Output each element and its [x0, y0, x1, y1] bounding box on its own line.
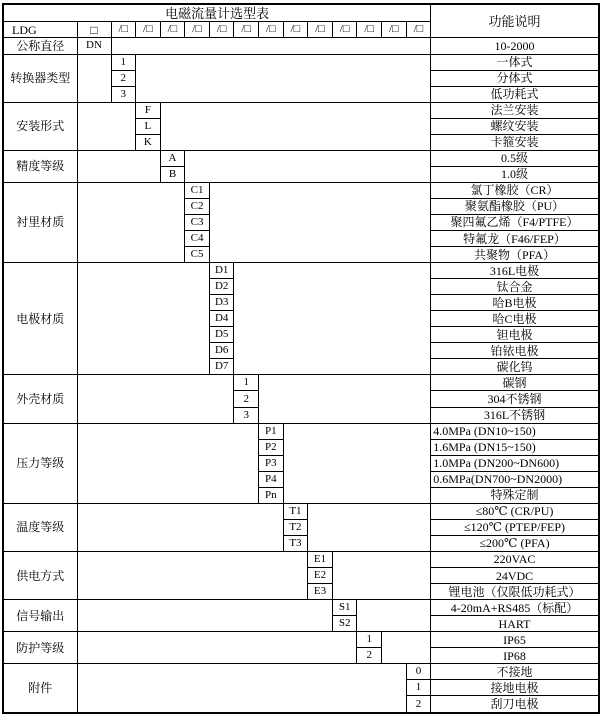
code-cell: P3	[259, 455, 284, 471]
code-cell: 3	[234, 407, 259, 423]
model-slot-cell: /□	[136, 22, 161, 38]
function-desc-cell: 4-20mA+RS485（标配）	[431, 600, 599, 616]
function-desc-cell: 氯丁橡胶（CR）	[431, 182, 599, 198]
function-desc-cell: 316L电极	[431, 263, 599, 279]
code-cell: P1	[259, 423, 284, 439]
function-desc-cell: IP65	[431, 632, 599, 648]
function-desc-cell: ≤80℃ (CR/PU)	[431, 503, 599, 519]
model-slot-cell: /□	[209, 22, 234, 38]
spacer-cell	[332, 551, 430, 599]
selection-table	[2, 3, 600, 714]
model-slot-cell: /□	[160, 22, 185, 38]
function-desc-cell: IP68	[431, 648, 599, 664]
code-cell: 1	[111, 54, 136, 70]
function-desc-cell: ≤120℃ (PTEP/FEP)	[431, 519, 599, 535]
function-desc-cell: 刮刀电极	[431, 696, 599, 713]
code-cell: T2	[283, 519, 308, 535]
code-cell: 1	[406, 680, 431, 696]
category-label: 转换器类型	[3, 54, 77, 102]
function-desc-cell: 钽电极	[431, 327, 599, 343]
function-desc-cell: 0.6MPa(DN700~DN2000)	[431, 471, 599, 487]
spacer-cell	[136, 54, 431, 102]
spacer-cell	[77, 600, 332, 632]
spacer-cell	[185, 150, 431, 182]
model-slot-cell: /□	[185, 22, 210, 38]
function-desc-cell: 304不锈钢	[431, 391, 599, 407]
spacer-cell	[160, 102, 431, 150]
model-slot-cell: /□	[332, 22, 357, 38]
code-cell: T3	[283, 535, 308, 551]
code-cell: 2	[111, 70, 136, 86]
category-label: 压力等级	[3, 423, 77, 503]
code-cell: 2	[357, 648, 382, 664]
code-cell: A	[160, 150, 185, 166]
function-desc-cell: 聚四氟乙烯（F4/PTFE）	[431, 214, 599, 230]
model-prefix-cell: LDG	[3, 22, 77, 38]
function-desc-cell: 0.5级	[431, 150, 599, 166]
code-cell: C1	[185, 182, 210, 198]
function-desc-cell: 共聚物（PFA）	[431, 247, 599, 263]
code-cell: T1	[283, 503, 308, 519]
function-desc-cell: 接地电极	[431, 680, 599, 696]
category-label: 外壳材质	[3, 375, 77, 423]
model-slot-cell: /□	[111, 22, 136, 38]
code-cell: 0	[406, 664, 431, 680]
spacer-cell	[357, 600, 431, 632]
spacer-cell	[259, 375, 431, 423]
spacer-cell	[77, 54, 111, 102]
code-cell: D1	[209, 263, 234, 279]
category-label: 防护等级	[3, 632, 77, 664]
code-cell: S2	[332, 616, 357, 632]
category-label: 公称直径	[3, 38, 77, 54]
code-cell: E2	[308, 568, 333, 584]
code-cell: C3	[185, 214, 210, 230]
function-desc-cell: 1.0级	[431, 166, 599, 182]
spacer-cell	[382, 632, 431, 664]
model-slot-cell: /□	[382, 22, 407, 38]
function-desc-cell: ≤200℃ (PFA)	[431, 535, 599, 551]
code-cell: K	[136, 134, 161, 150]
spacer-cell	[308, 503, 431, 551]
spacer-cell	[234, 263, 431, 375]
model-box-cell: □	[77, 22, 111, 38]
function-header: 功能说明	[431, 4, 599, 38]
code-cell: D4	[209, 311, 234, 327]
category-label: 供电方式	[3, 551, 77, 599]
function-desc-cell: 一体式	[431, 54, 599, 70]
selection-table-body	[3, 4, 599, 713]
function-desc-cell: 卡箍安装	[431, 134, 599, 150]
code-cell: D3	[209, 295, 234, 311]
category-label: 衬里材质	[3, 182, 77, 262]
code-cell: C4	[185, 231, 210, 247]
function-desc-cell: 分体式	[431, 70, 599, 86]
code-cell: 2	[406, 696, 431, 713]
code-cell: E3	[308, 584, 333, 600]
spacer-cell	[283, 423, 431, 503]
code-cell: 3	[111, 86, 136, 102]
category-label: 信号输出	[3, 600, 77, 632]
spacer-cell	[77, 375, 234, 423]
model-slot-cell: /□	[406, 22, 431, 38]
model-slot-cell: /□	[357, 22, 382, 38]
function-desc-cell: 低功耗式	[431, 86, 599, 102]
function-desc-cell: 哈B电极	[431, 295, 599, 311]
code-cell: D6	[209, 343, 234, 359]
function-desc-cell: 220VAC	[431, 551, 599, 567]
function-desc-cell: 钛合金	[431, 279, 599, 295]
function-desc-cell: 铂铱电极	[431, 343, 599, 359]
category-label: 电极材质	[3, 263, 77, 375]
function-desc-cell: HART	[431, 616, 599, 632]
code-cell: E1	[308, 551, 333, 567]
code-cell: D7	[209, 359, 234, 375]
function-desc-cell: 碳化钨	[431, 359, 599, 375]
model-slot-cell: /□	[308, 22, 333, 38]
model-slot-cell: /□	[259, 22, 284, 38]
spacer-cell	[77, 263, 209, 375]
code-cell: C5	[185, 247, 210, 263]
code-cell: 1	[357, 632, 382, 648]
function-desc-cell: 特殊定制	[431, 487, 599, 503]
function-desc-cell: 锂电池（仅限低功耗式）	[431, 584, 599, 600]
code-cell: D2	[209, 279, 234, 295]
code-cell: 2	[234, 391, 259, 407]
model-slot-cell: /□	[234, 22, 259, 38]
spacer-cell	[77, 423, 259, 503]
function-desc-cell: 螺纹安装	[431, 118, 599, 134]
code-cell: S1	[332, 600, 357, 616]
code-cell: B	[160, 166, 185, 182]
function-desc-cell: 特氟龙（F46/FEP）	[431, 231, 599, 247]
model-slot-cell: /□	[283, 22, 308, 38]
function-desc-cell: 1.0MPa (DN200~DN600)	[431, 455, 599, 471]
spacer-cell	[77, 102, 136, 150]
category-label: 安装形式	[3, 102, 77, 150]
table-title: 电磁流量计选型表	[3, 4, 431, 22]
function-desc-cell: 碳钢	[431, 375, 599, 391]
code-cell: Pn	[259, 487, 284, 503]
code-cell: C2	[185, 198, 210, 214]
function-desc-cell: 316L不锈钢	[431, 407, 599, 423]
spacer-cell	[111, 38, 431, 54]
function-desc-cell: 不接地	[431, 664, 599, 680]
code-cell: L	[136, 118, 161, 134]
spacer-cell	[77, 150, 160, 182]
spacer-cell	[77, 551, 308, 599]
code-cell: P4	[259, 471, 284, 487]
spacer-cell	[209, 182, 430, 262]
function-desc-cell: 法兰安装	[431, 102, 599, 118]
function-desc-cell: 10-2000	[431, 38, 599, 54]
code-cell: F	[136, 102, 161, 118]
code-cell: P2	[259, 439, 284, 455]
category-label: 温度等级	[3, 503, 77, 551]
function-desc-cell: 聚氨酯橡胶（PU）	[431, 198, 599, 214]
function-desc-cell: 1.6MPa (DN15~150)	[431, 439, 599, 455]
function-desc-cell: 4.0MPa (DN10~150)	[431, 423, 599, 439]
category-label: 附件	[3, 664, 77, 713]
spacer-cell	[77, 632, 357, 664]
category-label: 精度等级	[3, 150, 77, 182]
spacer-cell	[77, 503, 283, 551]
spacer-cell	[77, 664, 406, 713]
code-cell: 1	[234, 375, 259, 391]
code-cell: D5	[209, 327, 234, 343]
function-desc-cell: 哈C电极	[431, 311, 599, 327]
code-cell: DN	[77, 38, 111, 54]
function-desc-cell: 24VDC	[431, 568, 599, 584]
spacer-cell	[77, 182, 185, 262]
